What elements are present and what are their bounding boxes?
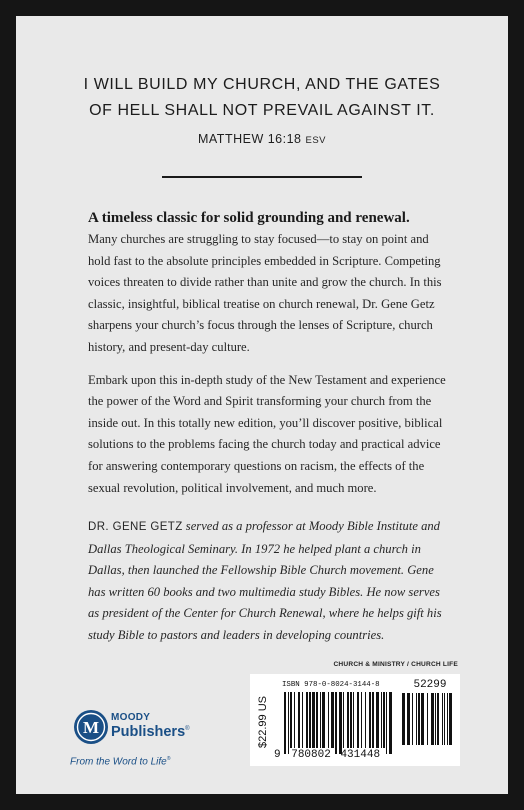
moody-logo-icon [73, 709, 109, 745]
barcode-bar [350, 692, 352, 748]
scripture-reference [16, 132, 508, 146]
barcode-bar [339, 692, 342, 754]
barcode-extension-icon [402, 693, 456, 751]
publisher-tagline [70, 756, 170, 767]
barcode-bar [365, 692, 366, 748]
publisher-trademark: ® [185, 726, 190, 733]
barcode-bar [442, 693, 443, 745]
barcode-first-digit: 9 [274, 749, 281, 761]
quote-line-2: OF HELL SHALL NOT PREVAIL AGAINST IT. [89, 102, 435, 119]
barcode-bar [294, 692, 295, 748]
barcode-bar [412, 693, 413, 745]
barcode-bar [322, 692, 325, 748]
barcode-bar [437, 693, 439, 745]
barcode-bar [361, 692, 362, 748]
barcode-bar [288, 692, 289, 754]
barcode-bar [343, 692, 344, 748]
barcode-bar [435, 693, 436, 745]
barcode-icon [284, 692, 394, 754]
barcode-group-1: 780802 [291, 749, 331, 761]
barcode-bar [290, 692, 292, 748]
barcode-bar [431, 693, 434, 745]
tagline-mark: ® [166, 756, 171, 762]
scripture-quote [16, 72, 508, 124]
barcode-bar [416, 693, 417, 745]
barcode-bar [444, 693, 445, 745]
logo-letter: M [82, 718, 100, 737]
publisher-name [111, 724, 190, 740]
author-name: DR. GENE GETZ [88, 521, 183, 533]
barcode-bar [312, 692, 315, 748]
back-cover [16, 16, 508, 794]
blurb-paragraph-2: Embark upon this in-depth study of the New Testament and experience the power of the Word and Spirit transforming your church from the inside out. In this totally new edition, you’ll discover positive, biblical solutions to the problems facing the church today and practical advice for answering contemporary questions on racism, the effects of the sexual revolution, political involvement, and much more. [88, 372, 446, 495]
barcode-bar [389, 692, 392, 754]
barcode-bar [320, 692, 321, 748]
barcode-bar [298, 692, 300, 748]
quote-line-1: I WILL BUILD MY CHURCH, AND THE GATES [83, 76, 441, 93]
barcode-bar [335, 692, 337, 754]
reference-text: MATTHEW 16:18 [197, 132, 302, 146]
barcode-bar [331, 692, 334, 748]
barcode-bar [372, 692, 374, 748]
category-label: CHURCH & MINISTRY / CHURCH LIFE [333, 661, 458, 668]
barcode-bar [421, 693, 424, 745]
barcode-bar [357, 692, 359, 748]
barcode-bar [328, 692, 329, 748]
book-blurb [88, 207, 446, 499]
barcode-bar [427, 693, 428, 745]
divider-rule [162, 176, 362, 178]
isbn-label: ISBN 978-0-8024-3144-8 [282, 681, 380, 689]
barcode-bar [383, 692, 385, 748]
barcode-bar [369, 692, 371, 748]
publisher-name-bottom: Publishers [111, 724, 186, 740]
author-bio-text: served as a professor at Moody Bible Institute and Dallas Theological Seminary. In 1972 he helped plant a church in Dallas, then launched the Fellowship Bible Church movement. Gene has written 60 books and two multimedia study Bibles. He now serves as president of the Center for Church Renewal, where he helps gift his study Bible to pastors and leaders in developing countries. [88, 519, 442, 642]
barcode-group-2: 431448 [340, 749, 381, 761]
barcode-bar [316, 692, 318, 748]
author-bio [88, 516, 448, 646]
barcode-bar [347, 692, 349, 748]
blurb-paragraph-1: Many churches are struggling to stay focused—to stay on point and hold fast to the absolute principles embedded in Scripture. Competing voices threaten to divide rather than unite and grow the church. In this classic, insightful, biblical treatise on church renewal, Dr. Gene Getz sharpens your church’s focus through the lenses of Scripture, church history, and present-day culture. [88, 232, 442, 354]
price-text: $22.99 US [257, 696, 269, 748]
barcode-bar [302, 692, 303, 748]
price-label [256, 682, 270, 762]
publisher-name-top: MOODY [111, 712, 151, 723]
barcode-bar [306, 692, 308, 748]
barcode-bar [407, 693, 410, 745]
barcode-bar [447, 693, 448, 745]
barcode-bar [381, 692, 382, 748]
barcode-bar [386, 692, 387, 754]
barcode-bar [402, 693, 405, 745]
barcode-bar [449, 693, 452, 745]
barcode-bar [309, 692, 311, 748]
tagline-text: From the Word to Life [70, 756, 167, 768]
barcode-bar [353, 692, 354, 748]
barcode-bar [418, 693, 420, 745]
blurb-heading: A timeless classic for solid grounding and renewal. [88, 210, 410, 226]
bible-version: ESV [305, 135, 327, 146]
price-extension: 52299 [413, 679, 447, 691]
barcode-bar [376, 692, 379, 748]
barcode-bar [284, 692, 286, 754]
barcode-digits [274, 749, 396, 761]
